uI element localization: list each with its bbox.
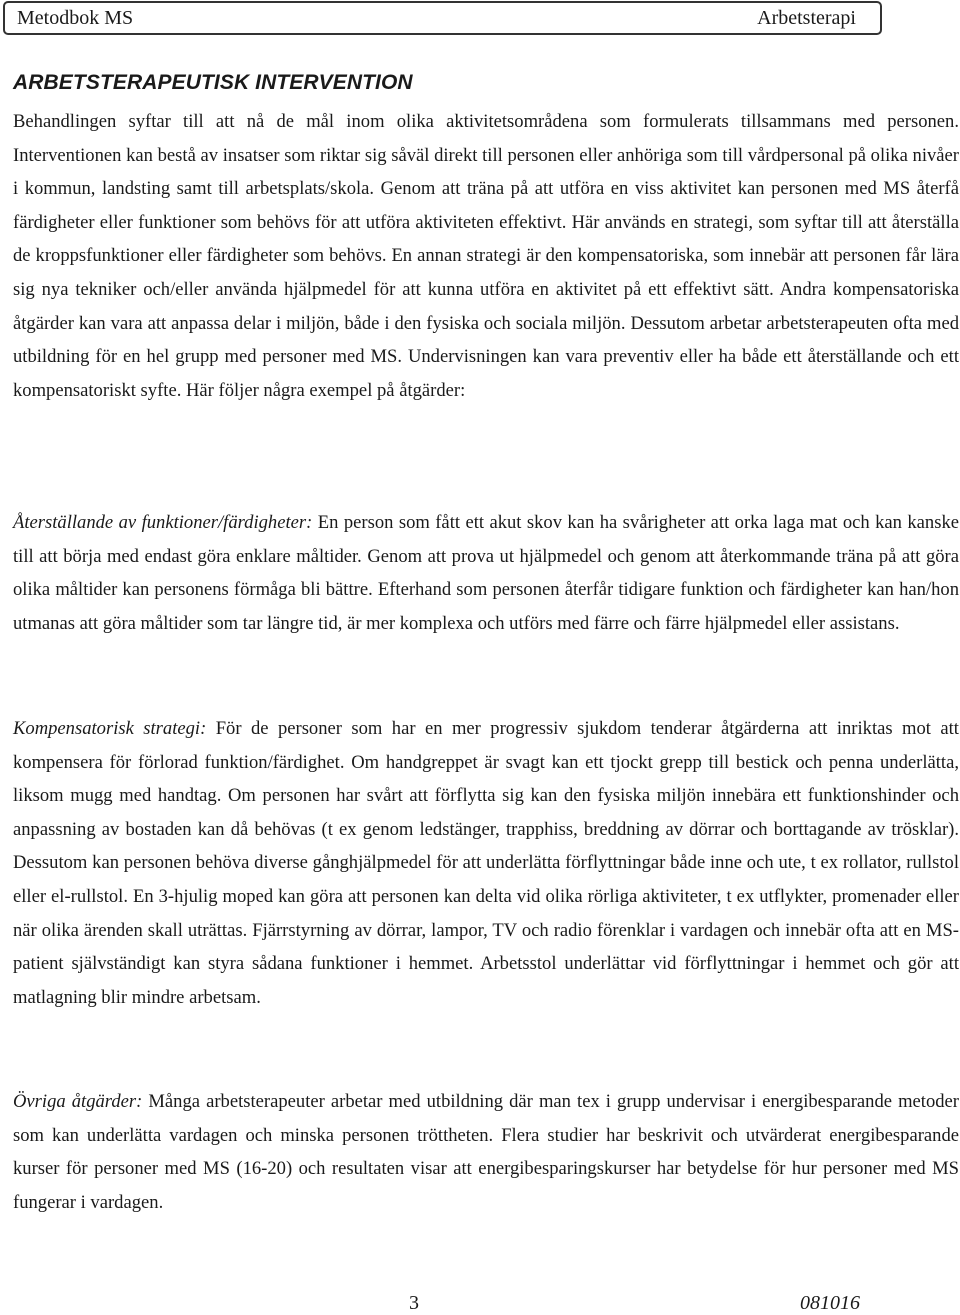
compensatory-paragraph bbox=[13, 712, 959, 1014]
other-measures-body: Många arbetsterapeuter arbetar med utbildning där man tex i grupp undervisar i energibesparande metoder som kan underlätta vardagen och minska personen tröttheten. Flera studier har beskrivit och utvärderat energibesparande kurser för personer med MS (16-20) och resultaten visar att energibesparingskurser har betydelse för hur personer med MS fungerar i vardagen. bbox=[13, 1091, 959, 1213]
intro-paragraph: Behandlingen syftar till att nå de mål inom olika aktivitetsområdena som formulerats tillsammans med personen. Interventionen kan bestå av insatser som riktar sig såväl direkt till personen eller anhöriga som till vårdpersonal på olika nivåer i kommun, landsting samt till arbetsplats/skola. Genom att träna på att utföra en viss aktivitet kan personen med MS återfå färdigheter eller funktioner som behövs för att utföra aktiviteten effektivt. Här används en strategi, som syftar till att återställa de kroppsfunktioner eller färdigheter som behövs. En annan strategi är den kompensatoriska, som innebär att personen får lära sig nya tekniker och/eller använda hjälpmedel för att kunna utföra en aktivitet på ett effektivt sätt. Andra kompensatoriska åtgärder kan vara att anpassa delar i miljön, både i den fysiska och sociala miljön. Dessutom arbetar arbetsterapeuten ofta med utbildning för en hel grupp med personer med MS. Undervisningen kan vara preventiv eller ha både ett återställande och ett kompensatoriskt syfte. Här följer några exempel på åtgärder: bbox=[13, 111, 959, 401]
compensatory-term: Kompensatorisk strategi: bbox=[13, 718, 207, 739]
restore-term: Återställande av funktioner/färdigheter: bbox=[13, 512, 313, 533]
restore-paragraph bbox=[13, 506, 959, 640]
header-section-name: Arbetsterapi bbox=[757, 7, 856, 29]
running-header bbox=[3, 1, 882, 35]
document-date-code: 081016 bbox=[800, 1292, 860, 1314]
compensatory-body: För de personer som har en mer progressiv sjukdom tenderar åtgärderna att inriktas mot att kompensera för förlorad funktion/färdighet. Om handgreppet är svagt kan ett tjockt grepp till bestick och penna underlätta, liksom mugg med handtag. Om personen har svårt att förflytta sig kan den fysiska miljön innebära ett funktionshinder och anpassning av bostaden kan då behövas (t ex genom ledstänger, trapphiss, breddning av dörrar och borttagande av trösklar). Dessutom kan personen behöva diverse gånghjälpmedel för att underlätta förflyttningar både inne och ute, t ex rollator, rullstol eller el-rullstol. En 3-hjulig moped kan göra att personen kan delta vid olika rörliga aktiviteter, t ex utflykter, promenader eller när olika ärenden skall uträttas. Fjärrstyrning av dörrar, lampor, TV och radio förenklar i vardagen och innebär ofta att en MS-patient självständigt kan styra sådana funktioner i hemmet. Arbetsstol underlättar vid förflyttningar i hemmet och gör att matlagning blir mindre arbetsam. bbox=[13, 718, 959, 1008]
other-measures-term: Övriga åtgärder: bbox=[13, 1091, 143, 1112]
header-document-title: Metodbok MS bbox=[17, 7, 134, 29]
restore-body: En person som fått ett akut skov kan ha svårigheter att orka laga mat och kan kanske till att börja med endast göra enklare måltider. Genom att prova ut hjälpmedel och genom att återkommande träna på att göra olika måltider kan personens förmåga bli bättre. Efterhand som personen återfår tidigare funktion och färdigheter kan han/hon utmanas att göra måltider som tar längre tid, är mer komplexa och utförs med färre och färre hjälpmedel eller assistans. bbox=[13, 512, 959, 634]
section-title: ARBETSTERAPEUTISK INTERVENTION bbox=[13, 71, 413, 94]
page-number: 3 bbox=[409, 1292, 419, 1314]
other-measures-paragraph bbox=[13, 1085, 959, 1219]
